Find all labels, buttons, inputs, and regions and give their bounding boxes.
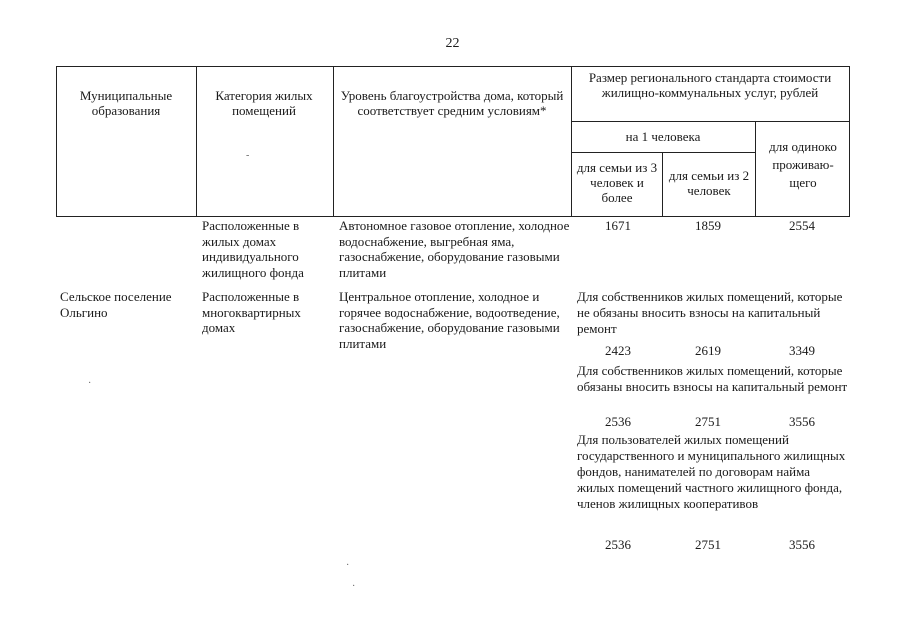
header-municipal-mark: -: [246, 150, 250, 161]
group1-label: Для собственников жилых помещений, которые не обязаны вносить взносы на капитальный ремонт: [577, 289, 843, 336]
group2-label: Для собственников жилых помещений, которые обязаны вносить взносы на капитальный ремонт: [577, 363, 848, 394]
header-standard: Размер регионального стандарта стоимости жилищно-коммунальных услуг, рублей: [588, 70, 832, 100]
row1-value-single: 2554: [789, 218, 815, 233]
group2-value-family2: 2751: [695, 414, 721, 429]
header-per-person: на 1 человека: [625, 129, 701, 144]
row1-category: Расположенные в жилых домах индивидуального жилищного фонда: [202, 218, 304, 280]
col-divider-5: [755, 121, 756, 217]
group3-label: Для пользователей жилых помещений государственного и муниципального жилищных фондов, нанимателей по договорам найма жилых помещений частного жилищного фонда, членов жилищных кооперативов: [577, 432, 846, 511]
row1-level: Автономное газовое отопление, холодное водоснабжение, выгребная яма, газоснабжение, оборудование газовыми плитами: [339, 218, 570, 280]
col-divider-3: [571, 66, 572, 217]
group1-value-family2: 2619: [695, 343, 721, 358]
col-divider-2: [333, 66, 334, 217]
row2-category: Расположенные в многоквартирных домах: [202, 289, 301, 335]
group2-value-single: 3556: [789, 414, 815, 429]
per-person-top-border: [571, 121, 849, 122]
row1-value-family3: 1671: [605, 218, 631, 233]
row1-value-family2: 1859: [695, 218, 721, 233]
group3-value-single: 3556: [789, 537, 815, 552]
table-left-border: [56, 66, 57, 217]
group2-value-family3: 2536: [605, 414, 631, 429]
header-family-3: для семьи из 3 человек и более: [576, 160, 658, 205]
group1-value-single: 3349: [789, 343, 815, 358]
group3-value-family3: 2536: [605, 537, 631, 552]
header-bottom-border: [56, 216, 849, 217]
municipality-name: Сельское поселение Ольгино: [60, 289, 172, 320]
header-category: Категория жилых помещений: [215, 88, 313, 118]
scan-speck: ·: [346, 560, 350, 571]
group1-value-family3: 2423: [605, 343, 631, 358]
header-municipal: Муниципальные образования: [79, 88, 173, 118]
row2-level: Центральное отопление, холодное и горячее водоснабжение, водоотведение, газоснабжение, оборудование газовыми плитами: [339, 289, 560, 351]
header-family-2: для семьи из 2 человек: [668, 168, 750, 198]
col-divider-4: [662, 152, 663, 217]
header-level: Уровень благоустройства дома, который соответствует средним условиям*: [340, 88, 564, 118]
scan-speck: ·: [88, 378, 92, 389]
header-single: для одиноко проживаю-щего: [769, 139, 837, 190]
scan-speck: ·: [352, 581, 356, 592]
page-number: 22: [445, 36, 460, 51]
family-top-border: [571, 152, 755, 153]
table-right-border: [849, 66, 850, 217]
col-divider-1: [196, 66, 197, 217]
table-top-border: [56, 66, 849, 67]
group3-value-family2: 2751: [695, 537, 721, 552]
